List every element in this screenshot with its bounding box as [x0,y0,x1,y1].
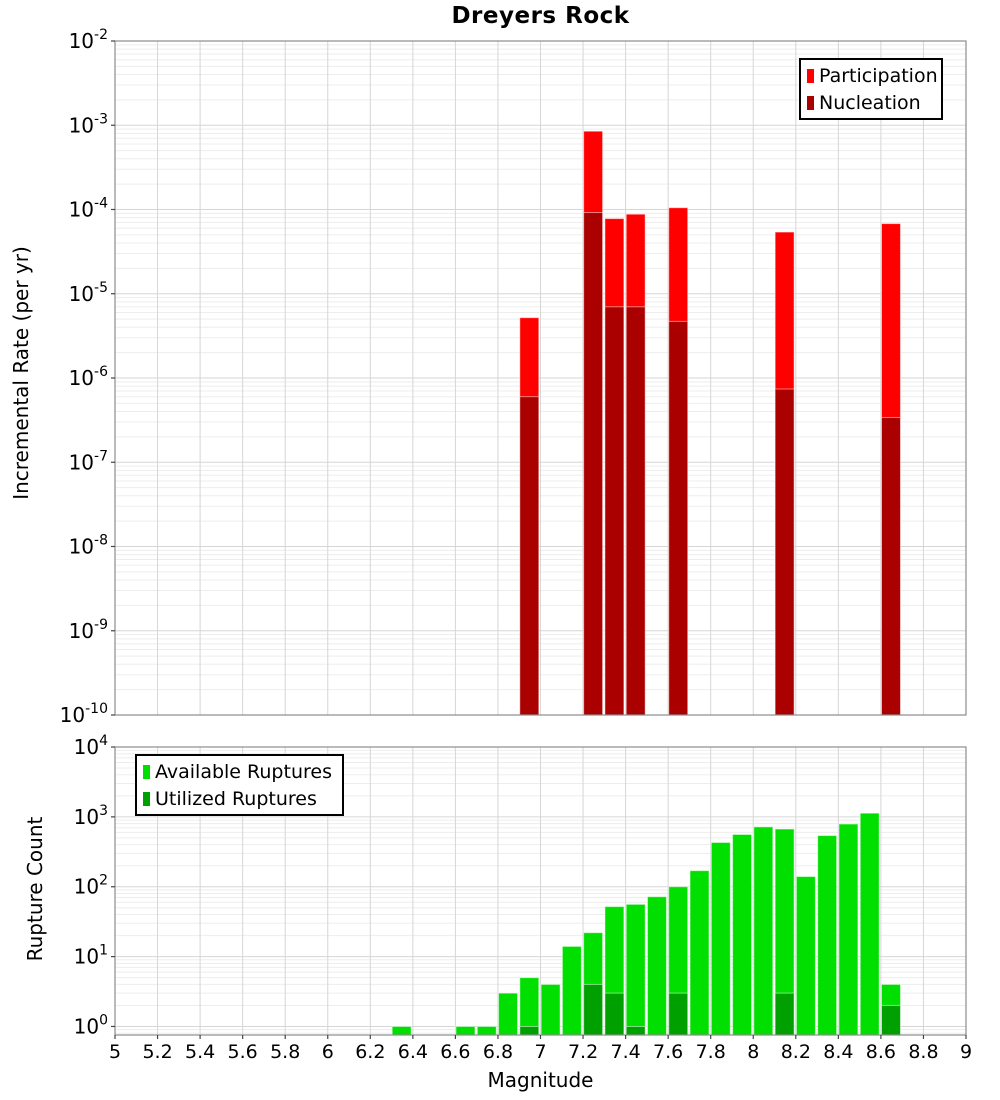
available-ruptures-bar [818,836,837,1035]
x-tick-label: 6.2 [355,1041,386,1063]
utilized-ruptures-bar [775,993,794,1035]
y-tick-label: $10^{-10}$ [59,701,108,727]
legend-count-chart [135,754,344,816]
participation-swatch-icon [807,69,814,83]
y-tick-label: $10^{-2}$ [68,27,108,53]
utilized-ruptures-bar [605,993,624,1035]
legend-item-participation [807,62,938,89]
x-tick-label: 9 [959,1041,973,1063]
x-tick-label: 7.8 [695,1041,726,1063]
utilized-ruptures-bar [626,1026,645,1035]
y-tick-label: $10^1$ [73,942,108,969]
nucleation-bar [882,417,901,715]
x-tick-label: 5.2 [142,1041,173,1063]
x-tick-label: 5.6 [227,1041,258,1063]
available-ruptures-bar [541,984,560,1035]
y-tick-label: $10^0$ [73,1012,108,1039]
available-ruptures-bar [796,877,815,1035]
legend-item-nucleation [807,89,935,116]
x-tick-label: 7.6 [653,1041,684,1063]
available-ruptures-bar [626,904,645,1035]
available-ruptures-bar [456,1026,475,1035]
available-ruptures-bar [860,813,879,1035]
x-tick-label: 6.4 [397,1041,428,1063]
page-title: Dreyers Rock [451,3,630,29]
x-tick-label: 5 [108,1041,122,1063]
legend-label: Utilized Ruptures [155,787,317,810]
available-ruptures-bar [839,824,858,1035]
incremental-rate-chart [60,27,966,727]
x-tick-label: 7.4 [610,1041,641,1063]
available-ruptures-bar [477,1026,496,1035]
x-tick-label: 7 [534,1041,547,1063]
y-tick-label: $10^2$ [73,872,108,899]
y-tick-label: $10^{-4}$ [68,195,108,222]
x-tick-label: 6.6 [440,1041,471,1063]
x-axis-label-magnitude: Magnitude [487,1068,594,1092]
available-ruptures-bar [499,993,518,1035]
utilized-ruptures-bar [584,984,603,1035]
legend-label: Available Ruptures [155,760,332,783]
legend-label: Participation [819,64,938,87]
nucleation-bar [775,389,794,715]
x-tick-label: 8.4 [823,1041,854,1063]
y-tick-label: $10^{-5}$ [68,279,108,306]
x-tick-label: 5.4 [184,1041,216,1063]
x-tick-label: 5.8 [270,1041,301,1063]
x-tick-label: 6.8 [482,1041,514,1063]
available-ruptures-bar [711,842,730,1035]
utilized-ruptures-bar [882,1005,901,1035]
y-axis-label-incremental-rate: Incremental Rate (per yr) [9,246,33,500]
legend-item-utilized-ruptures [143,785,336,812]
legend-rate-chart [799,58,943,120]
y-tick-label: $10^{-9}$ [68,616,108,643]
available-ruptures-bar [690,871,709,1035]
nucleation-bar [626,307,645,715]
legend-item-available-ruptures [143,758,336,785]
y-tick-label: $10^{-6}$ [68,364,108,390]
nucleation-bar [520,397,539,715]
nucleation-swatch-icon [807,96,814,110]
nucleation-bar [669,321,688,715]
y-tick-label: $10^{-7}$ [68,448,108,475]
y-tick-label: $10^{-3}$ [68,111,108,138]
y-tick-label: $10^4$ [73,733,108,759]
available-ruptures-bar [562,946,581,1035]
available-ruptures-bar [392,1026,411,1035]
y-axis-label-rupture-count: Rupture Count [23,816,47,962]
available-ruptures-bar [733,834,752,1035]
utilized-ruptures-swatch-icon [143,792,150,806]
available-ruptures-bar [647,897,666,1035]
available-ruptures-bar [754,827,773,1035]
y-tick-label: $10^{-8}$ [68,532,108,559]
x-tick-label: 8.6 [865,1041,897,1063]
legend-label: Nucleation [819,91,921,114]
nucleation-bar [605,307,624,715]
y-tick-label: $10^3$ [73,802,108,829]
x-tick-label: 8.2 [780,1041,811,1063]
available-ruptures-swatch-icon [143,765,150,779]
x-tick-label: 6 [321,1041,334,1063]
x-tick-label: 8.8 [908,1041,939,1063]
x-tick-label: 7.2 [567,1041,599,1063]
utilized-ruptures-bar [520,1026,539,1035]
nucleation-bar [584,213,603,715]
utilized-ruptures-bar [669,993,688,1035]
x-tick-label: 8 [747,1041,760,1063]
